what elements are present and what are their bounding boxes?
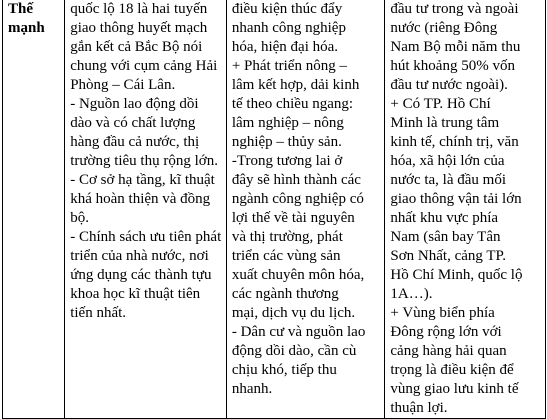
row-header-line: Thế xyxy=(8,1,34,17)
cell-text-line: nhanh. xyxy=(231,381,273,397)
cell-text-line: - Chính sách ưu tiên phát xyxy=(70,229,222,245)
cell-text-line: điều kiện thúc đẩy xyxy=(231,1,343,17)
cell-text-line: lợi thế về tài nguyên xyxy=(231,210,355,226)
row-header-cell xyxy=(3,0,65,419)
cell-text-line: giao thông huyết mạch xyxy=(70,20,208,36)
cell-text-line: hóa, xã hội lớn của xyxy=(390,153,505,169)
table-cell-col1 xyxy=(65,0,227,419)
table-row-the-manh xyxy=(3,0,546,419)
cell-text-line: khá hoàn thiện và đồng xyxy=(70,191,211,207)
cell-text-line: nước (riêng Đông xyxy=(390,20,498,36)
cell-text-line: kinh tế, chính trị, văn xyxy=(390,134,519,150)
cell-text-line: triển của nhà nước, nơi xyxy=(70,248,209,264)
cell-text-line: giao thông vận tải lớn xyxy=(390,191,522,207)
cell-text-line: -Trong tương lai ở xyxy=(231,153,343,169)
cell-text-line: triển các vùng sản xyxy=(231,248,341,264)
cell-text-line: Phòng – Cái Lân. xyxy=(70,77,176,93)
cell-text-line: nước ta, là đầu mối xyxy=(390,172,507,188)
cell-text-line: ngành công nghiệp có xyxy=(231,191,364,207)
cell-text-line: gắn kết cả Bắc Bộ nói xyxy=(70,39,203,55)
cell-text-line: trọng là điều kiện để xyxy=(390,362,514,378)
cell-text-line: đây sẽ hình thành các xyxy=(231,172,361,188)
comparison-table xyxy=(2,0,546,419)
cell-text-line: tế theo chiều ngang: xyxy=(231,96,354,112)
cell-text-line: hút khoảng 50% vốn xyxy=(390,58,515,74)
cell-text-line: Hồ Chí Minh, quốc lộ xyxy=(390,267,523,283)
cell-text-line: nhanh công nghiệp xyxy=(231,20,346,36)
cell-text-line: 1A…). xyxy=(390,286,433,302)
cell-text-line: nhất khu vực phía xyxy=(390,210,499,226)
cell-text-line: - Nguồn lao động dồi xyxy=(70,96,199,112)
cell-text-line: + Vùng biển phía xyxy=(390,305,495,321)
cell-text-line: thuận lợi. xyxy=(390,400,448,416)
cell-text-line: xuất chuyên môn hóa, xyxy=(231,267,365,283)
cell-text-line: - Cơ sở hạ tầng, kĩ thuật xyxy=(70,172,215,188)
cell-text-line: chung với cụm cảng Hải xyxy=(70,58,218,74)
cell-text-line: nghiệp – thủy sản. xyxy=(231,134,342,150)
cell-text-line: + Có TP. Hồ Chí xyxy=(390,96,491,112)
cell-text-line: các ngành thương xyxy=(231,286,339,302)
cell-text-line: hóa, hiện đại hóa. xyxy=(231,39,339,55)
cell-text-line: ứng dụng các thành tựu xyxy=(70,267,212,283)
cell-text-line: đầu tư trong và ngoài xyxy=(390,1,519,17)
row-header-line: mạnh xyxy=(8,20,45,36)
cell-text-line: cảng hàng hải quan xyxy=(390,343,507,359)
cell-text-line: tiến nhất. xyxy=(70,305,127,321)
cell-text-line: Minh là trung tâm xyxy=(390,115,500,131)
cell-text-line: mại, dịch vụ du lịch. xyxy=(231,305,356,321)
table-cell-col2 xyxy=(226,0,385,419)
cell-text-line: - Dân cư và nguồn lao xyxy=(231,324,366,340)
cell-text-line: vùng giao lưu kinh tế xyxy=(390,381,519,397)
cell-text-line: + Phát triển nông – xyxy=(231,58,347,74)
cell-text-line: hàng đầu cả nước, thị xyxy=(70,134,200,150)
cell-text-line: lâm kết hợp, dải kinh xyxy=(231,77,360,93)
cell-text-line: quốc lộ 18 là hai tuyến xyxy=(70,1,208,17)
cell-text-line: Đông rộng lớn với xyxy=(390,324,502,340)
cell-text-line: động dồi dào, cần cù xyxy=(231,343,357,359)
cell-text-line: chịu khó, tiếp thu xyxy=(231,362,337,378)
cell-text-line: trường tiêu thụ rộng lớn. xyxy=(70,153,218,169)
cell-text-line: Nam (sân bay Tân xyxy=(390,229,501,245)
cell-text-line: Sơn Nhất, cảng TP. xyxy=(390,248,506,264)
cell-text-line: lâm nghiệp – nông xyxy=(231,115,344,131)
cell-text-line: dào và có chất lượng xyxy=(70,115,196,131)
cell-text-line: và thị trường, phát xyxy=(231,229,343,245)
cell-text-line: đầu tư nước ngoài). xyxy=(390,77,508,93)
table-cell-col3 xyxy=(385,0,546,419)
cell-text-line: bộ. xyxy=(70,210,89,226)
cell-text-line: khoa học kĩ thuật tiên xyxy=(70,286,201,302)
cell-text-line: Nam Bộ mỗi năm thu xyxy=(390,39,521,55)
